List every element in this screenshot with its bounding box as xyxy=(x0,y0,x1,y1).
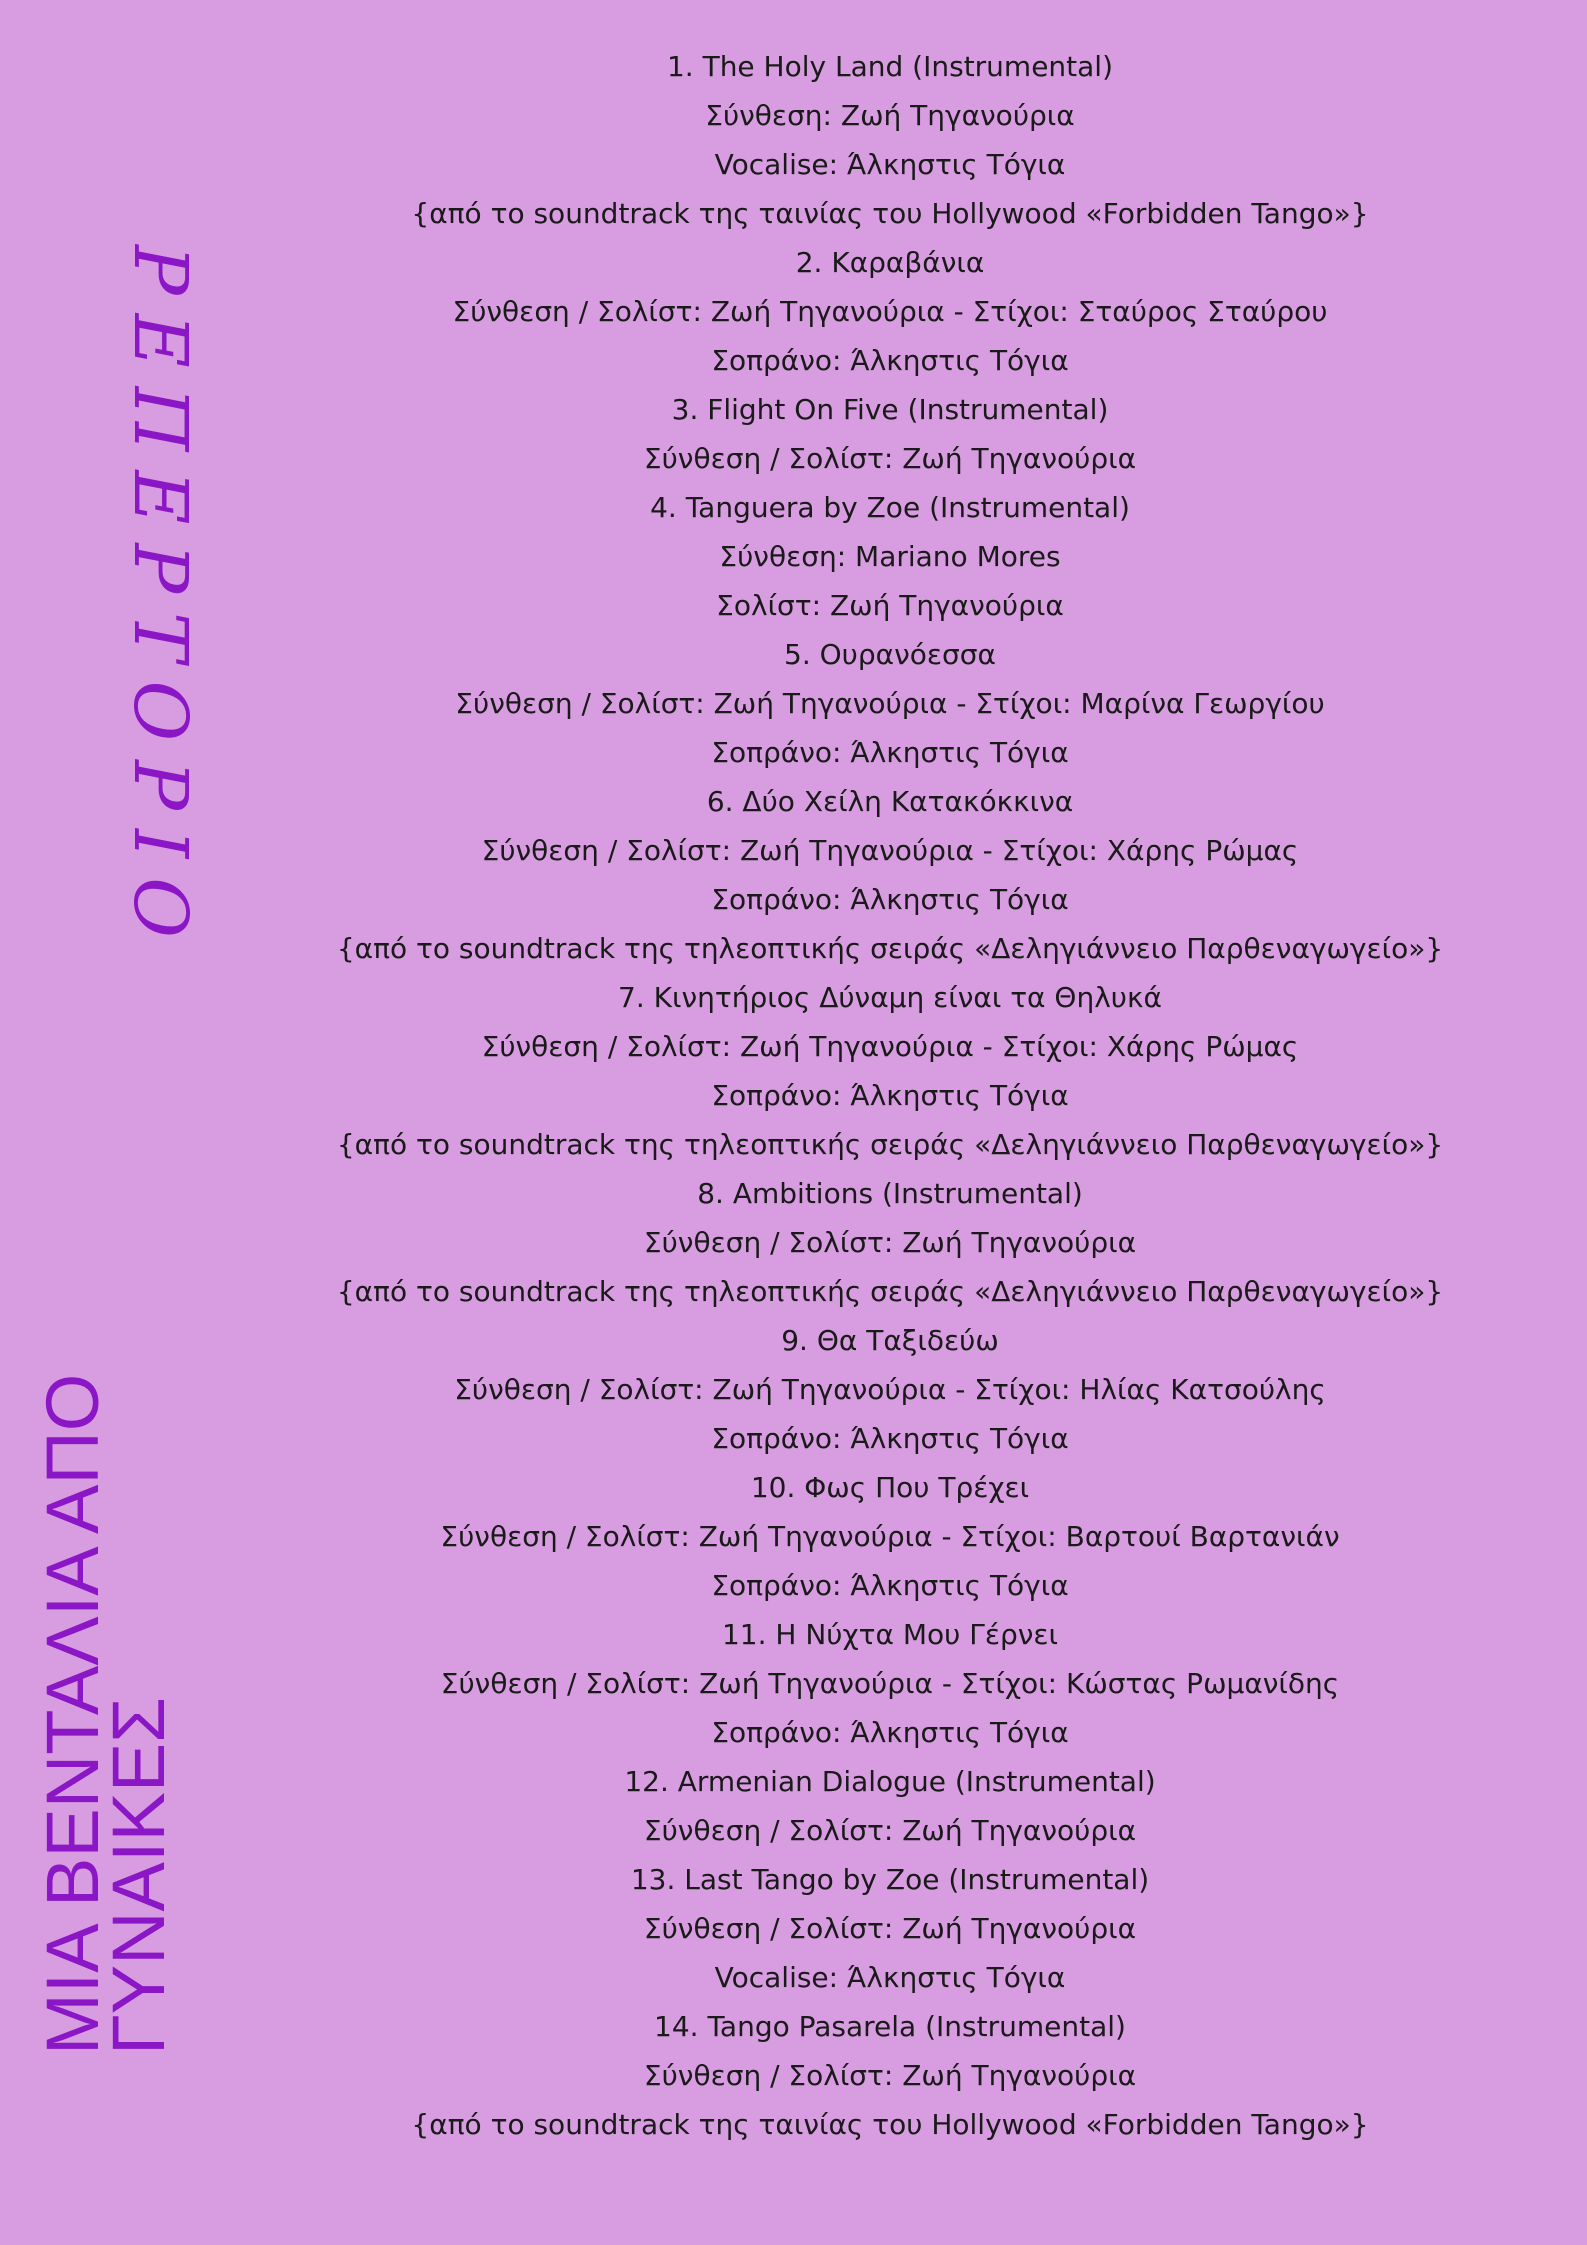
list-item: Vocalise: Άλκηστις Τόγια xyxy=(714,148,1066,181)
list-item: Σύνθεση / Σολίστ: Ζωή Τηγανούρια xyxy=(643,1814,1137,1847)
list-item: {από το soundtrack της ταινίας του Hollywood «Forbidden Tango»} xyxy=(411,2108,1369,2141)
list-item: Σοπράνο: Άλκηστις Τόγια xyxy=(711,344,1069,377)
list-item: Σύνθεση / Σολίστ: Ζωή Τηγανούρια - Στίχοι: Σταύρος Σταύρου xyxy=(452,295,1328,328)
list-item: {από το soundtrack της ταινίας του Hollywood «Forbidden Tango»} xyxy=(411,197,1369,230)
list-item: Σοπράνο: Άλκηστις Τόγια xyxy=(711,736,1069,769)
list-item: 4. Tanguera by Zoe (Instrumental) xyxy=(650,491,1130,524)
list-item: 10. Φως Που Τρέχει xyxy=(750,1471,1030,1504)
repertoire-heading: ΡΕΠΕΡΤΟΡΙΟ xyxy=(117,245,203,957)
list-item: Σολίστ: Ζωή Τηγανούρια xyxy=(716,589,1064,622)
program-title xyxy=(31,1355,240,2055)
list-item: {από το soundtrack της τηλεοπτικής σειράς «Δεληγιάννειο Παρθεναγωγείο»} xyxy=(336,932,1444,965)
program-title-line-2: ΓΥΝΑΙΚΕΣ xyxy=(97,1697,180,2055)
list-item: 12. Armenian Dialogue (Instrumental) xyxy=(624,1765,1156,1798)
list-item: Σύνθεση / Σολίστ: Ζωή Τηγανούρια xyxy=(643,442,1137,475)
list-item: 3. Flight On Five (Instrumental) xyxy=(671,393,1109,426)
list-item: 2. Καραβάνια xyxy=(795,246,985,279)
list-item: {από το soundtrack της τηλεοπτικής σειράς «Δεληγιάννειο Παρθεναγωγείο»} xyxy=(336,1128,1444,1161)
list-item: 7. Κινητήριος Δύναμη είναι τα Θηλυκά xyxy=(618,981,1162,1014)
list-item: Σύνθεση: Ζωή Τηγανούρια xyxy=(705,99,1075,132)
program-title-line-1: ΜΙΑ ΒΕΝΤΑΛΙΑ ΑΠΟ xyxy=(31,1373,114,2055)
list-item: 13. Last Tango by Zoe (Instrumental) xyxy=(630,1863,1150,1896)
list-item: Σύνθεση / Σολίστ: Ζωή Τηγανούρια xyxy=(643,1226,1137,1259)
list-item: {από το soundtrack της τηλεοπτικής σειράς «Δεληγιάννειο Παρθεναγωγείο»} xyxy=(336,1275,1444,1308)
list-item: Σύνθεση / Σολίστ: Ζωή Τηγανούρια - Στίχοι: Χάρης Ρώμας xyxy=(481,1030,1299,1063)
list-item: 5. Ουρανόεσσα xyxy=(784,638,996,671)
list-item: Σύνθεση / Σολίστ: Ζωή Τηγανούρια - Στίχοι: Χάρης Ρώμας xyxy=(481,834,1299,867)
list-item: 1. The Holy Land (Instrumental) xyxy=(666,50,1114,83)
repertoire-list xyxy=(290,42,1490,2149)
list-item: Σοπράνο: Άλκηστις Τόγια xyxy=(711,1569,1069,1602)
list-item: 14. Tango Pasarela (Instrumental) xyxy=(654,2010,1126,2043)
list-item: Vocalise: Άλκηστις Τόγια xyxy=(714,1961,1066,1994)
list-item: 11. Η Νύχτα Μου Γέρνει xyxy=(721,1618,1059,1651)
list-item: Σύνθεση: Mariano Mores xyxy=(719,540,1061,573)
list-item: Σοπράνο: Άλκηστις Τόγια xyxy=(711,883,1069,916)
list-item: Σοπράνο: Άλκηστις Τόγια xyxy=(711,1079,1069,1112)
list-item: Σύνθεση / Σολίστ: Ζωή Τηγανούρια xyxy=(643,2059,1137,2092)
list-item: Σοπράνο: Άλκηστις Τόγια xyxy=(711,1716,1069,1749)
list-item: Σύνθεση / Σολίστ: Ζωή Τηγανούρια - Στίχοι: Μαρίνα Γεωργίου xyxy=(455,687,1325,720)
list-item: 8. Ambitions (Instrumental) xyxy=(697,1177,1083,1210)
list-item: Σύνθεση / Σολίστ: Ζωή Τηγανούρια - Στίχοι: Ηλίας Κατσούλης xyxy=(454,1373,1326,1406)
list-item: Σοπράνο: Άλκηστις Τόγια xyxy=(711,1422,1069,1455)
list-item: 9. Θα Ταξιδεύω xyxy=(781,1324,999,1357)
list-item: Σύνθεση / Σολίστ: Ζωή Τηγανούρια - Στίχοι: Κώστας Ρωμανίδης xyxy=(440,1667,1340,1700)
list-item: 6. Δύο Χείλη Κατακόκκινα xyxy=(706,785,1074,818)
list-item: Σύνθεση / Σολίστ: Ζωή Τηγανούρια - Στίχοι: Βαρτουί Βαρτανιάν xyxy=(440,1520,1340,1553)
list-item: Σύνθεση / Σολίστ: Ζωή Τηγανούρια xyxy=(643,1912,1137,1945)
